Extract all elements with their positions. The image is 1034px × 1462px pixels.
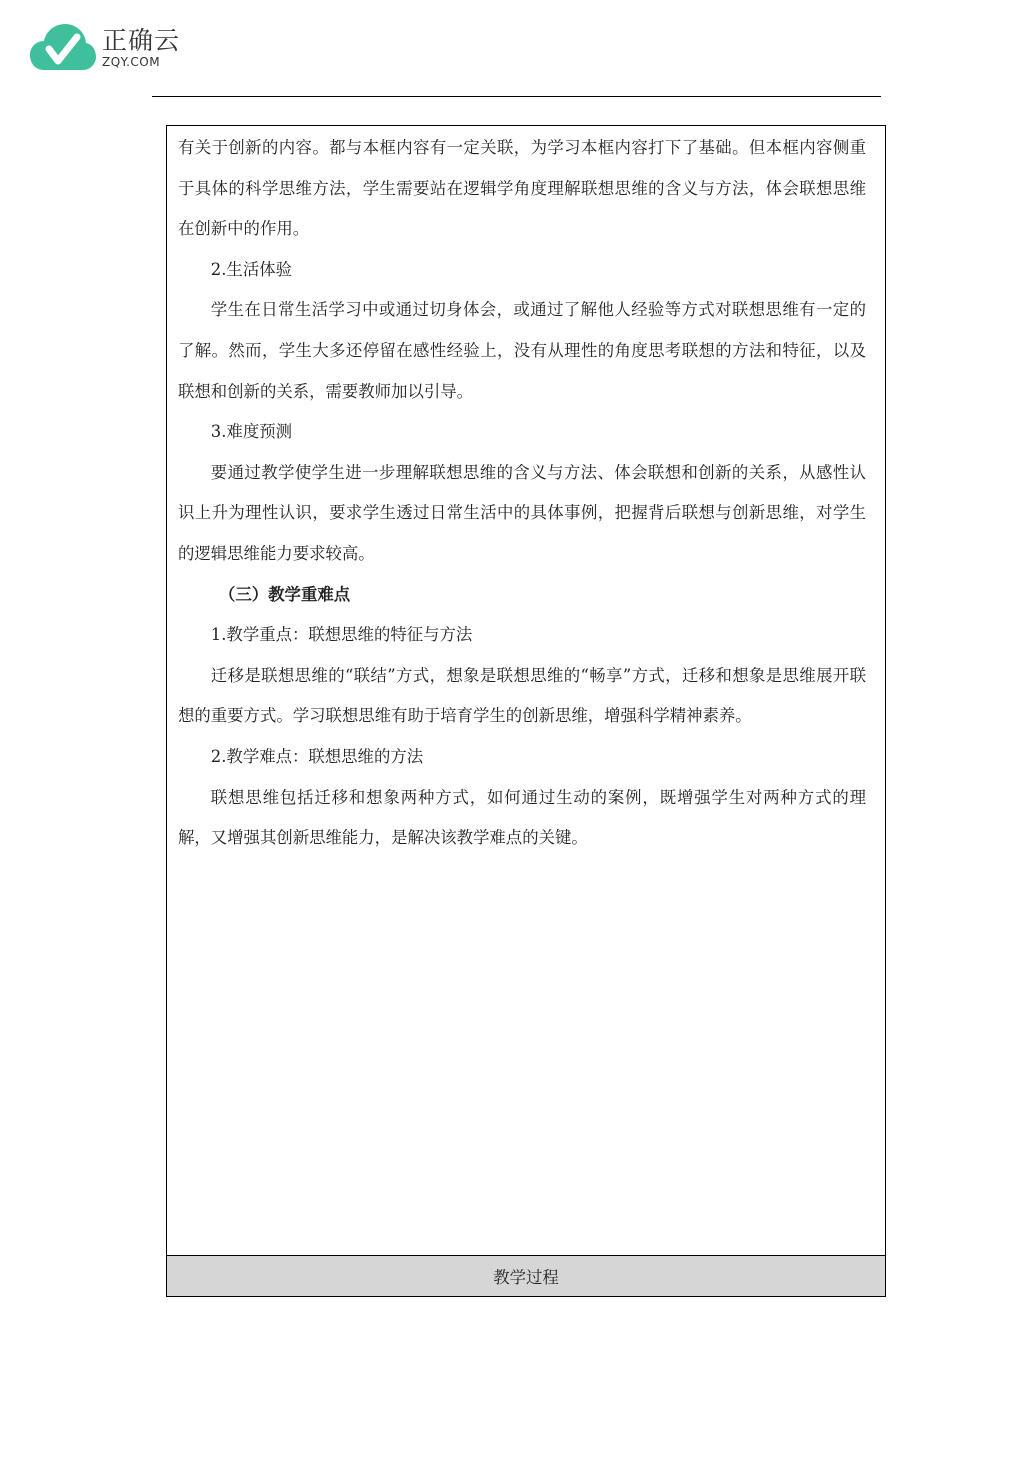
header-divider	[152, 96, 881, 97]
brand-text	[102, 28, 180, 68]
paragraph: 迁移是联想思维的“联结”方式，想象是联想思维的“畅享”方式，迁移和想象是思维展开联想的重要方式。学习联想思维有助于培育学生的创新思维，增强科学精神素养。	[178, 665, 866, 726]
paragraph: 3.难度预测	[210, 422, 292, 442]
paragraph: 1.教学重点：联想思维的特征与方法	[210, 625, 473, 645]
brand-name-cn: 正确云	[102, 26, 181, 55]
brand-name-en: ZQY.COM	[102, 55, 161, 69]
paragraph: 2.教学难点：联想思维的方法	[210, 746, 424, 766]
paragraph: 学生在日常生活学习中或通过切身体会，或通过了解他人经验等方式对联想思维有一定的了解。然而，学生大多还停留在感性经验上，没有从理性的角度思考联想的方法和特征，以及联想和创新的关系，需要教师加以引导。	[178, 300, 866, 401]
section-heading: （三）教学重难点	[219, 584, 351, 604]
lesson-table	[166, 125, 886, 1297]
paragraph: 要通过教学使学生进一步理解联想思维的含义与方法、体会联想和创新的关系，从感性认识上升为理性认识，要求学生透过日常生活中的具体事例，把握背后联想与创新思维，对学生的逻辑思维能力要求较高。	[178, 462, 866, 563]
paragraph: 联想思维包括迁移和想象两种方式，如何通过生动的案例，既增强学生对两种方式的理解，又增强其创新思维能力，是解决该教学难点的关键。	[178, 787, 866, 848]
brand-header	[30, 22, 180, 74]
paragraph: 2.生活体验	[210, 259, 292, 279]
paragraph: 有关于创新的内容。都与本框内容有一定关联，为学习本框内容打下了基础。但本框内容侧重于具体的科学思维方法，学生需要站在逻辑学角度理解联想思维的含义与方法，体会联想思维在创新中的作用。	[178, 138, 866, 239]
table-content-cell	[167, 126, 885, 1256]
table-footer-row: 教学过程	[167, 1255, 885, 1296]
cloud-check-logo-icon	[30, 22, 96, 74]
